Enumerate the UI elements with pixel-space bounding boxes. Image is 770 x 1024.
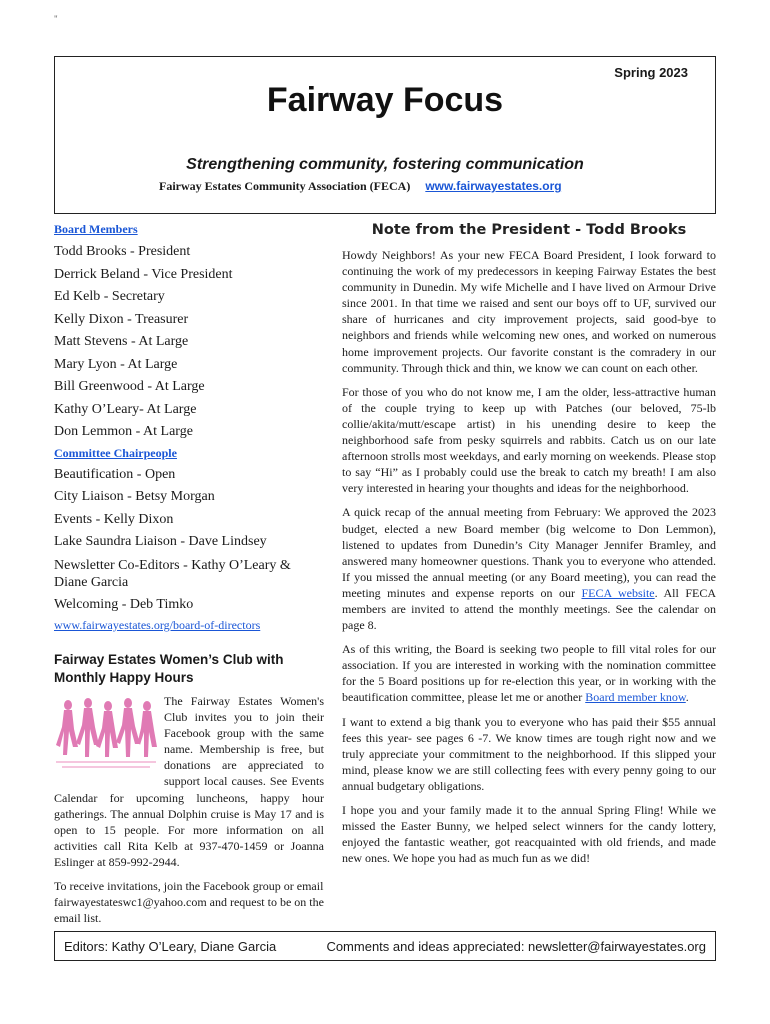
board-directory-link[interactable]: www.fairwayestates.org/board-of-directors [54,618,261,632]
note-paragraph: I want to extend a big thank you to everyone who has paid their $55 annual fees this year- see pages 6 -7. We know times are tough right now and we truly appreciate your commitment to the neighborhood. If this slipped your mind, please know we are still collecting fees with every penny going to our annual budgetary obligations. [342,714,716,793]
board-member: Derrick Beland - Vice President [54,266,233,282]
board-member: Bill Greenwood - At Large [54,379,205,394]
committee-chairpeople-link[interactable]: Committee Chairpeople [54,445,177,460]
womens-club-text: The Fairway Estates Women's Club invites you to join their Facebook group with the same name. Membership is free, but donations are appreciated to support local causes. See Events Calendar for upcoming luncheons, happy hour gatherings. The annual Dolphin cruise is May 17 and is open to 15 people. For more information on all activities call Rita Kelb at 937-470-1459 or Joanna Eslinger at 859-992-2944. [54,694,324,869]
womens-club-body [54,693,324,870]
note-paragraph: I hope you and your family made it to the annual Spring Fling! While we missed the Easter Bunny, we helped select winners for the candy lottery, enjoyed the fantastic weather, got reacquainted with old friends, and made new ones. We hope you had as much fun as we did! [342,803,716,866]
feca-website-link[interactable]: FECA website [581,585,655,600]
note-text: . All FECA members are invited to attend the monthly meetings. See the calendar on page 8. [342,585,716,633]
footer [54,931,716,961]
women-silhouettes-image [54,695,158,773]
masthead [54,56,716,214]
board-member-link[interactable]: Board member know [585,690,686,705]
board-member: Don Lemmon - At Large [54,424,193,439]
committee-list [54,464,324,617]
president-note-title: Note from the President - Todd Brooks [371,222,687,238]
womens-club-heading: Fairway Estates Women’s Club with Monthly Happy Hours [54,652,284,685]
committee-member: Beautification - Open [54,466,176,482]
note-text: As of this writing, the Board is seeking two people to fill vital roles for our association. If you are interested in working with the nomination committee for the 5 Board positions up for re-election this year, or in working with the beautification committee, please let me or another [342,642,716,705]
association-line [159,179,562,194]
board-member: Todd Brooks - President [54,244,191,259]
note-text: A quick recap of the annual meeting from February: We approved the 2023 budget, elected a new Board member (big welcome to Don Lemmon), listened to updates from Dunedin’s City Manager Jennifer Bramley, and answered many homeowner questions. Thank you to everyone who attended. If you missed the annual meeting (or any Board meeting), you can read the meeting minutes and expense reports on our [342,505,716,600]
corner-mark: " [54,14,58,24]
note-paragraph: Howdy Neighbors! As your new FECA Board President, I look forward to continuing the work of my predecessors in keeping Fairway Estates the best community in Dunedin. My wife Michelle and I have lived on Armour Drive since 2001. In that time we raised and sent our boys off to UF, survived our share of hurricanes and city improvement projects, said good-bye to neighbors and friends while welcoming new ones, and worked on numerous home improvement projects. Our favorite constant is the comradery in our community. Through thick and thin, we know we can count on each other. [342,248,716,375]
issue-season: Spring 2023 [614,65,688,80]
board-member: Kathy O’Leary- At Large [54,401,197,417]
right-column [342,222,716,874]
board-member: Ed Kelb - Secretary [54,289,165,304]
womens-club-invite: To receive invitations, join the Facebook group or email fairwayestateswc1@yahoo.com and request to be on the email list. [54,879,324,926]
comments-contact: Comments and ideas appreciated: newsletter@fairwayestates.org [326,939,706,954]
note-paragraph: For those of you who do not know me, I am the older, less-attractive human of the couple trying to keep up with Patches (our beloved, 75-lb collie/akita/mutt/escape artist) in his unending desire to keep the neighborhood safe from pesky squirrels and rabbits. Catch us on our late afternoon strolls most weekdays, and early morning on weekends. Please stop to say “Hi” as I probably could use the break to catch my breath! I am also very interested in hearing your thoughts and ideas for the neighborhood. [342,384,716,496]
tagline: Strengthening community, fostering communication [186,156,584,173]
note-text: . [685,690,689,705]
committee-member: City Liaison - Betsy Morgan [54,489,215,504]
note-paragraph [342,504,716,633]
committee-member: Lake Saundra Liaison - Dave Lindsey [54,534,267,549]
board-member: Kelly Dixon - Treasurer [54,311,189,327]
board-member: Mary Lyon - At Large [54,356,178,372]
board-list [54,241,324,444]
website-link[interactable]: www.fairwayestates.org [425,179,562,193]
note-paragraph [342,641,716,705]
association-name: Fairway Estates Community Association (FECA) [159,179,411,193]
left-column [54,222,324,926]
committee-member: Welcoming - Deb Timko [54,596,194,612]
newsletter-title: Fairway Focus [266,81,504,119]
board-member: Matt Stevens - At Large [54,334,189,349]
board-members-link[interactable]: Board Members [54,222,138,236]
committee-member: Events - Kelly Dixon [54,511,174,527]
editors-credit: Editors: Kathy O’Leary, Diane Garcia [64,939,277,954]
committee-member: Newsletter Co-Editors - Kathy O’Leary & Diane Garcia [54,557,291,590]
